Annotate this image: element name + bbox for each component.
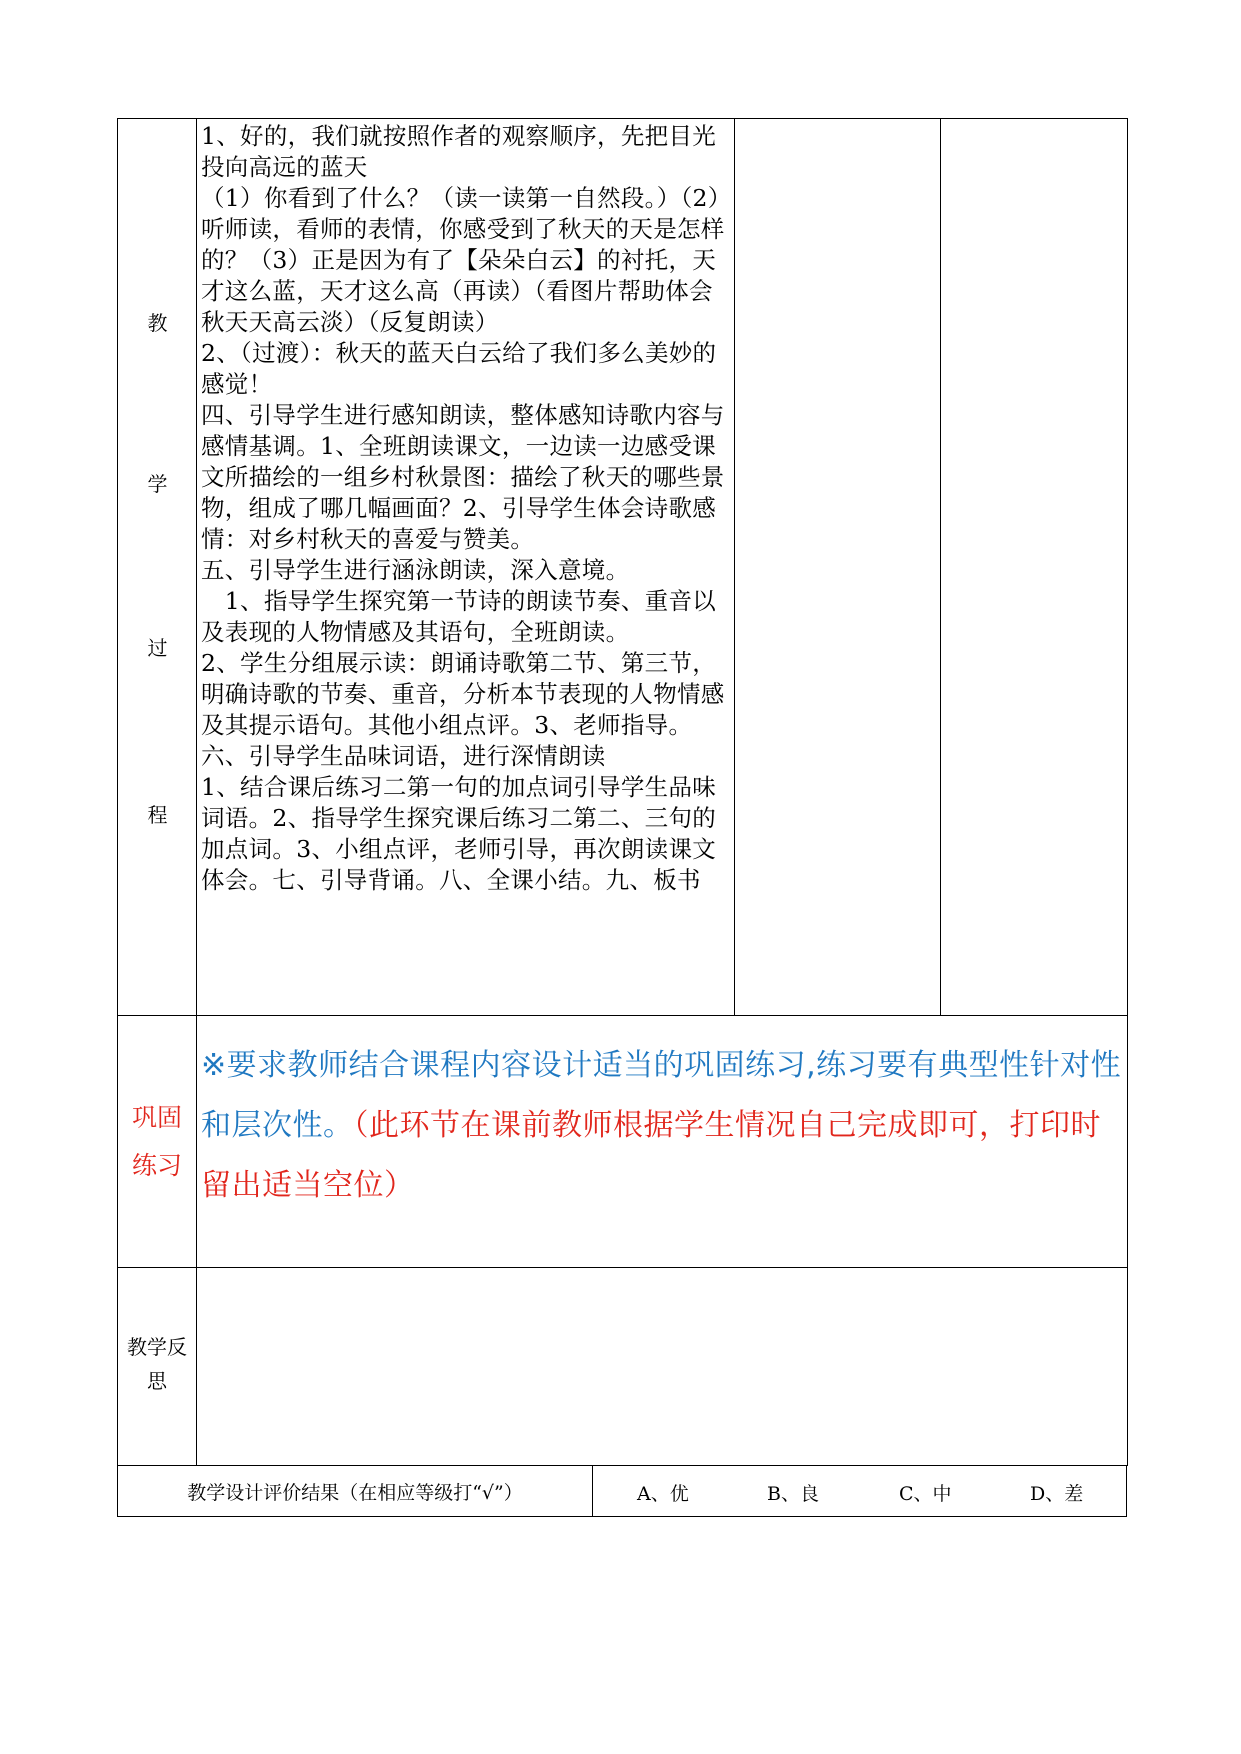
process-label-char: 教 [147,311,168,335]
process-label-char: 程 [147,803,168,827]
practice-note-text: （此环节在课前教师根据学生情况自己完成即可，打印时留出适当空位） [201,1108,1101,1203]
grade-option-a[interactable]: A、优 [637,1483,689,1505]
process-remarks-cell [941,119,1128,1016]
grade-option-b[interactable]: B、良 [767,1483,819,1505]
process-paragraph: 2、（过渡）：秋天的蓝天白云给了我们多么美妙的感觉！ [201,339,717,398]
process-paragraph: 五、引导学生进行涵泳朗读，深入意境。 [201,556,630,584]
process-content-cell [197,119,735,1016]
process-paragraph: 1、好的，我们就按照作者的观察顺序，先把目光投向高远的蓝天 [201,122,717,181]
evaluation-row [118,1466,1127,1517]
lesson-plan-table [117,118,1128,1466]
lesson-plan-sheet [117,118,1127,1517]
practice-content-cell [197,1016,1128,1268]
process-paragraph: 1、结合课后练习二第一句的加点词引导学生品味词语。2、指导学生探究课后练习二第二、三句的加点词。3、小组点评，老师引导，再次朗读课文体会。七、引导背诵。八、全课小结。九、板书 [201,773,717,894]
practice-label-line: 巩固 [131,1103,182,1132]
evaluation-table [117,1465,1127,1517]
evaluation-grades-cell [593,1466,1127,1517]
process-paragraph: 六、引导学生品味词语，进行深情朗读 [201,742,606,770]
grade-option-d[interactable]: D、差 [1030,1483,1084,1505]
process-paragraph: 1、指导学生探究第一节诗的朗读节奏、重音以及表现的人物情感及其语句，全班朗读。 [201,587,717,646]
practice-row [118,1016,1128,1268]
process-paragraph: 四、引导学生进行感知朗读，整体感知诗歌内容与感情基调。1、全班朗读课文，一边读一边感受课文所描绘的一组乡村秋景图：描绘了秋天的哪些景物，组成了哪几幅画面？2、引导学生体会诗歌感情：对乡村秋天的喜爱与赞美。 [201,401,725,553]
reflection-label: 教学反思 [127,1335,187,1393]
reflection-row [118,1268,1128,1466]
practice-label-line: 练习 [131,1151,182,1180]
process-notes-cell [735,119,941,1016]
evaluation-label: 教学设计评价结果（在相应等级打“√”） [118,1466,593,1517]
practice-requirement-text: ※要求教师结合课程内容设计适当的巩固练习,练习要有典型性针对性和层次性。 [201,1048,1122,1143]
grade-option-c[interactable]: C、中 [899,1483,952,1505]
process-paragraph: 2、学生分组展示读：朗诵诗歌第二节、第三节，明确诗歌的节奏、重音，分析本节表现的人物情感及其提示语句。其他小组点评。3、老师指导。 [201,649,725,739]
process-paragraph: （1）你看到了什么？（读一读第一自然段。）（2）听师读，看师的表情，你感受到了秋天的天是怎样的？（3）正是因为有了【朵朵白云】的衬托，天才这么蓝，天才这么高（再读）（看图片帮助体会秋天天高云淡）（反复朗读） [201,184,725,336]
process-row [118,119,1128,1016]
reflection-content-cell[interactable] [197,1268,1128,1466]
practice-label-cell [118,1016,197,1268]
process-label-char: 过 [147,636,168,660]
process-label-char: 学 [147,472,168,496]
reflection-label-cell [118,1268,197,1466]
process-label-cell [118,119,197,1016]
